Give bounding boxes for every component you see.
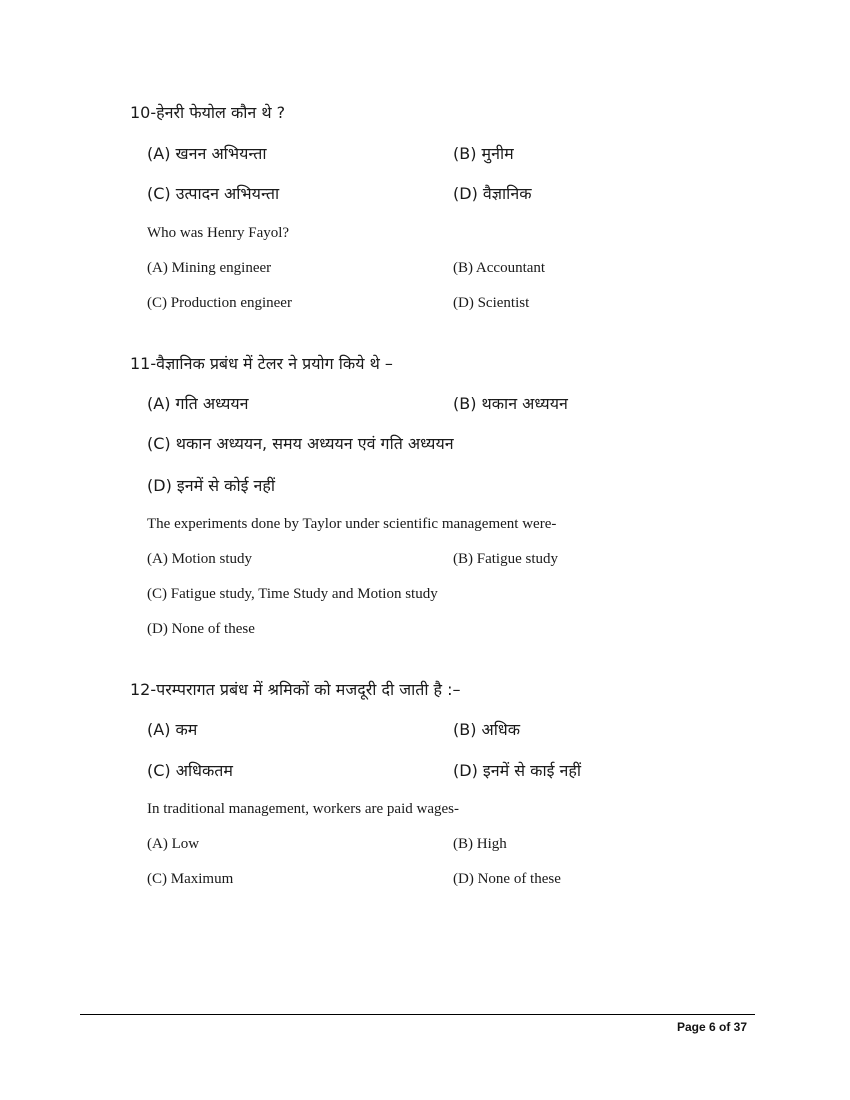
q12-english-option-d: (D) None of these	[453, 871, 561, 887]
q11-english-option-b: (B) Fatigue study	[453, 551, 558, 567]
question-11-english: The experiments done by Taylor under scientific management were-	[147, 516, 557, 532]
q12-hindi-option-d: (D) इनमें से काई नहीं	[453, 761, 582, 780]
q12-english-option-c: (C) Maximum	[147, 871, 234, 887]
q11-english-option-d: (D) None of these	[147, 621, 255, 637]
q12-hindi-option-a: (A) कम	[147, 720, 198, 739]
q10-hindi-option-d: (D) वैज्ञानिक	[453, 184, 532, 203]
q12-hindi-option-b: (B) अधिक	[453, 720, 521, 739]
question-10-english: Who was Henry Fayol?	[147, 225, 290, 241]
q11-hindi-option-d: (D) इनमें से कोई नहीं	[147, 476, 276, 495]
q11-hindi-option-c: (C) थकान अध्ययन, समय अध्ययन एवं गति अध्ययन	[147, 434, 454, 453]
question-12-hindi: 12-परम्परागत प्रबंध में श्रमिकों को मजदूरी दी जाती है :–	[130, 680, 461, 699]
q10-english-option-c: (C) Production engineer	[147, 295, 292, 311]
q12-english-option-b: (B) High	[453, 836, 507, 852]
question-12-english: In traditional management, workers are paid wages-	[147, 801, 459, 817]
q11-english-option-c: (C) Fatigue study, Time Study and Motion study	[147, 586, 438, 602]
footer-divider	[80, 1014, 755, 1015]
q11-english-option-a: (A) Motion study	[147, 551, 252, 567]
q12-hindi-option-c: (C) अधिकतम	[147, 761, 233, 780]
page-number: Page 6 of 37	[677, 1020, 748, 1034]
q10-hindi-option-b: (B) मुनीम	[453, 144, 514, 163]
q10-english-option-a: (A) Mining engineer	[147, 260, 272, 276]
q10-hindi-option-c: (C) उत्पादन अभियन्ता	[147, 184, 280, 203]
q12-english-option-a: (A) Low	[147, 836, 200, 852]
q10-hindi-option-a: (A) खनन अभियन्ता	[147, 144, 267, 163]
question-11-hindi: 11-वैज्ञानिक प्रबंध में टेलर ने प्रयोग किये थे –	[130, 354, 393, 373]
q11-hindi-option-a: (A) गति अध्ययन	[147, 394, 249, 413]
q10-english-option-b: (B) Accountant	[453, 260, 546, 276]
question-10-hindi: 10-हेनरी फेयोल कौन थे ?	[130, 103, 286, 122]
q10-english-option-d: (D) Scientist	[453, 295, 530, 311]
q11-hindi-option-b: (B) थकान अध्ययन	[453, 394, 568, 413]
